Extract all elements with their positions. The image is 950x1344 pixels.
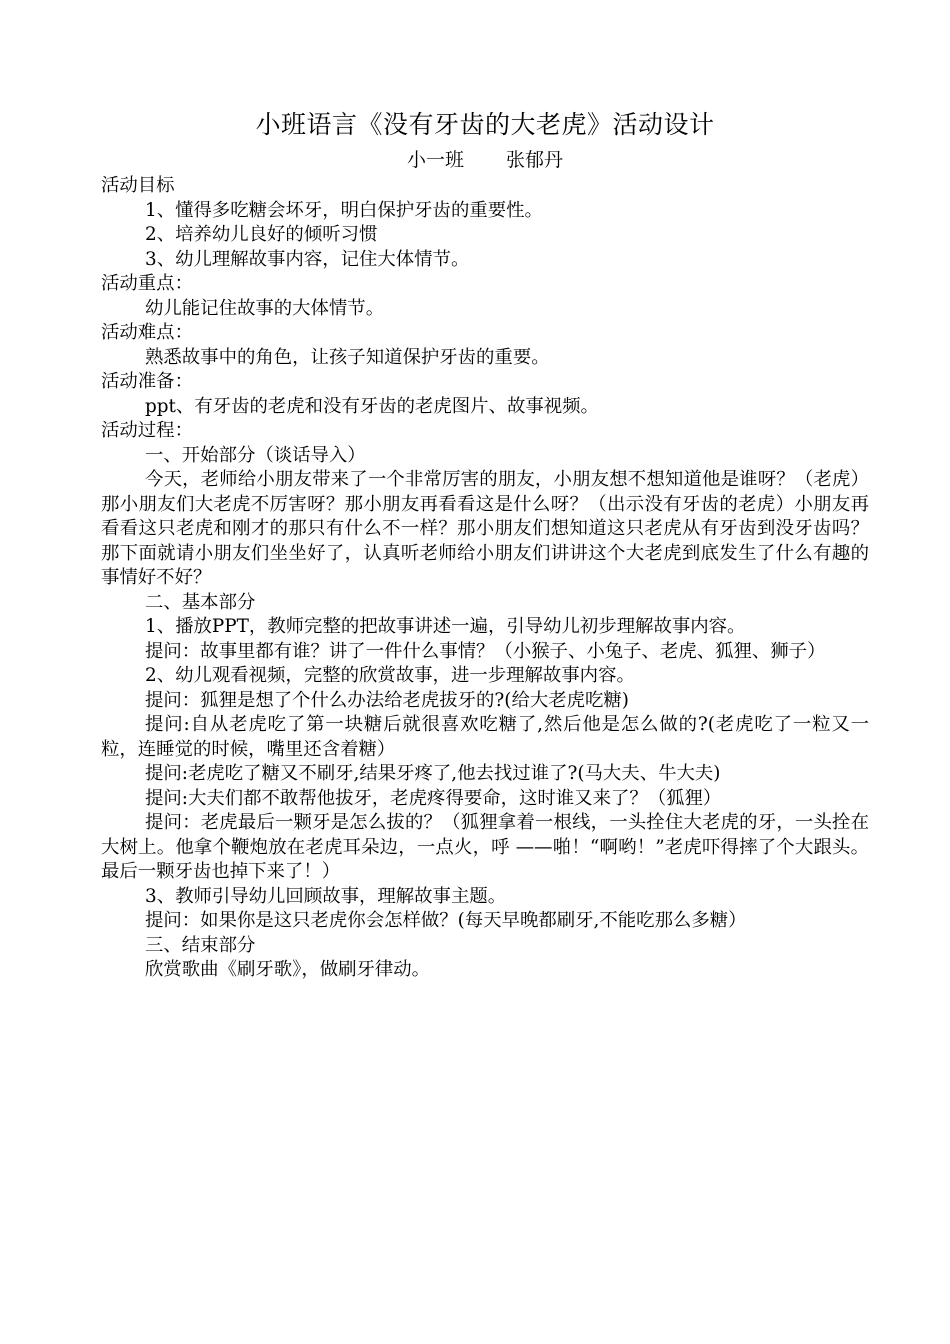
- goals-heading: 活动目标: [101, 175, 175, 196]
- document-body: [101, 174, 869, 983]
- difficulty-heading: 活动难点：: [101, 322, 193, 343]
- document-title: 小班语言《没有牙齿的大老虎》活动设计: [255, 110, 715, 139]
- question-5: 提问:大夫们都不敢帮他拔牙，老虎疼得要命，这时谁又来了？（狐狸）: [145, 787, 722, 809]
- preparation-text: ppt、有牙齿的老虎和没有牙齿的老虎图片、故事视频。: [145, 395, 599, 417]
- goal-item-1: 1、懂得多吃糖会坏牙，明白保护牙齿的重要性。: [145, 199, 543, 221]
- byline: [101, 146, 869, 174]
- process-heading: 活动过程：: [101, 420, 193, 441]
- author-name: 张郁丹: [506, 149, 564, 171]
- question-3: 提问:自从老虎吃了第一块糖后就很喜欢吃糖了,然后他是怎么做的?(老虎吃了一粒又一粒，连睡觉的时候，嘴里还含着糖）: [101, 714, 869, 760]
- question-1: 提问：故事里都有谁？讲了一件什么事情？（小猴子、小兔子、老虎、狐狸、狮子）: [145, 640, 826, 662]
- part3-text: 欣赏歌曲《刷牙歌》，做刷牙律动。: [145, 959, 431, 980]
- question-4: 提问:老虎吃了糖又不刷牙,结果牙疼了,他去找过谁了?(马大夫、牛大夫): [145, 763, 721, 784]
- step1-text: 1、播放PPT，教师完整的把故事讲述一遍，引导幼儿初步理解故事内容。: [145, 616, 746, 637]
- part3-heading: 三、结束部分: [145, 934, 256, 956]
- step2-text: 2、幼儿观看视频，完整的欣赏故事，进一步理解故事内容。: [145, 665, 635, 686]
- goal-item-2: 2、培养幼儿良好的倾听习惯: [145, 224, 378, 245]
- key-point-heading: 活动重点：: [101, 273, 193, 294]
- document-page: [101, 108, 869, 983]
- part2-heading: 二、基本部分: [145, 591, 256, 613]
- goal-item-3: 3、幼儿理解故事内容，记住大体情节。: [145, 248, 470, 270]
- preparation-heading: 活动准备：: [101, 371, 193, 392]
- question-6: 提问：老虎最后一颗牙是怎么拔的？（狐狸拿着一根线，一头拴住大老虎的牙，一头拴在大树上。他拿个鞭炮放在老虎耳朵边，一点火，呼 ——啪！“啊哟！”老虎吓得摔了个大跟头。最后一颗牙齿也掉下来了！）: [101, 812, 869, 882]
- question-2: 提问：狐狸是想了个什么办法给老虎拔牙的?(给大老虎吃糖): [145, 689, 629, 711]
- class-name: 小一班: [406, 149, 464, 171]
- key-point-text: 幼儿能记住故事的大体情节。: [145, 297, 385, 319]
- part1-paragraph: 今天，老师给小朋友带来了一个非常厉害的朋友，小朋友想不想知道他是谁呀？（老虎）那小朋友们大老虎不厉害呀？那小朋友再看看这是什么呀？（出示没有牙齿的老虎）小朋友再看看这只老虎和刚才的那只有什么不一样？那小朋友们想知道这只老虎从有牙齿到没牙齿吗？那下面就请小朋友们坐坐好了，认真听老师给小朋友们讲讲这个大老虎到底发生了什么有趣的事情好不好？: [101, 469, 869, 588]
- part1-heading: 一、开始部分（谈话导入）: [145, 444, 366, 466]
- question-7: 提问：如果你是这只老虎你会怎样做？(每天早晚都刷牙,不能吃那么多糖）: [145, 910, 747, 931]
- step3-text: 3、教师引导幼儿回顾故事，理解故事主题。: [145, 885, 507, 907]
- difficulty-text: 熟悉故事中的角色，让孩子知道保护牙齿的重要。: [145, 346, 550, 368]
